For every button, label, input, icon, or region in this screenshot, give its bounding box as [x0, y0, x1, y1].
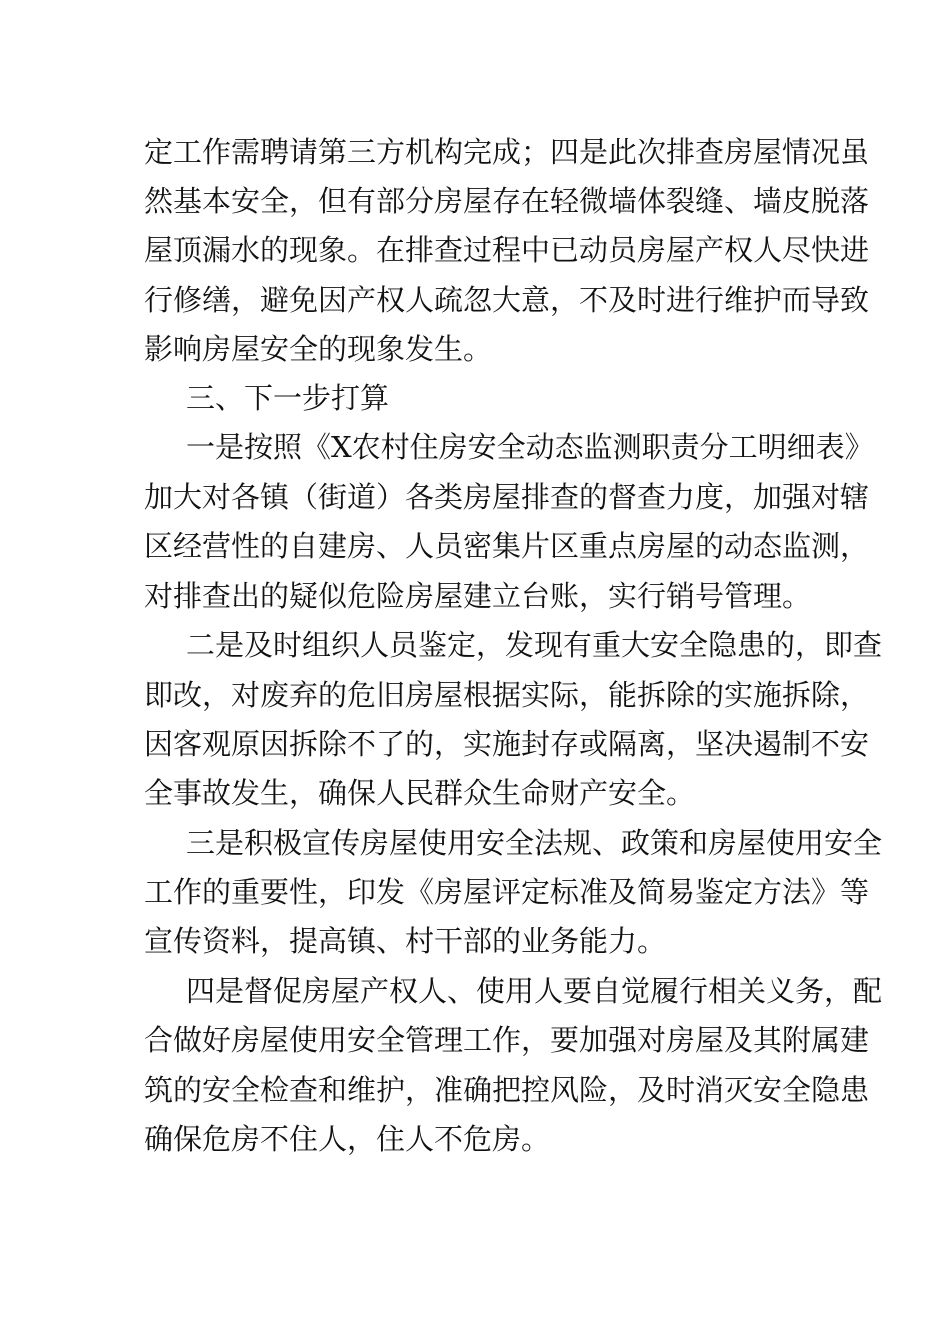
text-line: 筑的安全检查和维护，准确把控风险，及时消灭安全隐患 — [144, 1073, 870, 1107]
text-line: 二是及时组织人员鉴定，发现有重大安全隐患的，即查 — [186, 628, 883, 662]
text-line: 然基本安全，但有部分房屋存在轻微墙体裂缝、墙皮脱落 — [144, 184, 870, 218]
section-heading: 三、下一步打算 — [186, 381, 390, 415]
text-line: 加大对各镇（街道）各类房屋排查的督查力度，加强对辖 — [144, 480, 870, 514]
text-line: 屋顶漏水的现象。在排查过程中已动员房屋产权人尽快进 — [144, 233, 870, 267]
text-line: 一是按照《X农村住房安全动态监测职责分工明细表》 — [186, 430, 874, 464]
text-line: 确保危房不住人，住人不危房。 — [144, 1122, 551, 1156]
text-line: 因客观原因拆除不了的，实施封存或隔离，坚决遏制不安 — [144, 727, 870, 761]
text-line: 定工作需聘请第三方机构完成；四是此次排查房屋情况虽 — [144, 135, 870, 169]
text-line: 四是督促房屋产权人、使用人要自觉履行相关义务，配 — [186, 974, 883, 1008]
text-line: 影响房屋安全的现象发生。 — [144, 332, 493, 366]
text-line: 行修缮，避免因产权人疏忽大意，不及时进行维护而导致 — [144, 283, 870, 317]
text-line: 对排查出的疑似危险房屋建立台账，实行销号管理。 — [144, 579, 812, 613]
text-line: 三是积极宣传房屋使用安全法规、政策和房屋使用安全 — [186, 826, 883, 860]
text-line: 区经营性的自建房、人员密集片区重点房屋的动态监测， — [144, 529, 870, 563]
text-line: 合做好房屋使用安全管理工作，要加强对房屋及其附属建 — [144, 1023, 870, 1057]
text-line: 全事故发生，确保人民群众生命财产安全。 — [144, 776, 696, 810]
text-line: 宣传资料，提高镇、村干部的业务能力。 — [144, 924, 667, 958]
text-line: 即改，对废弃的危旧房屋根据实际，能拆除的实施拆除， — [144, 678, 870, 712]
text-line: 工作的重要性，印发《房屋评定标准及简易鉴定方法》等 — [144, 875, 870, 909]
